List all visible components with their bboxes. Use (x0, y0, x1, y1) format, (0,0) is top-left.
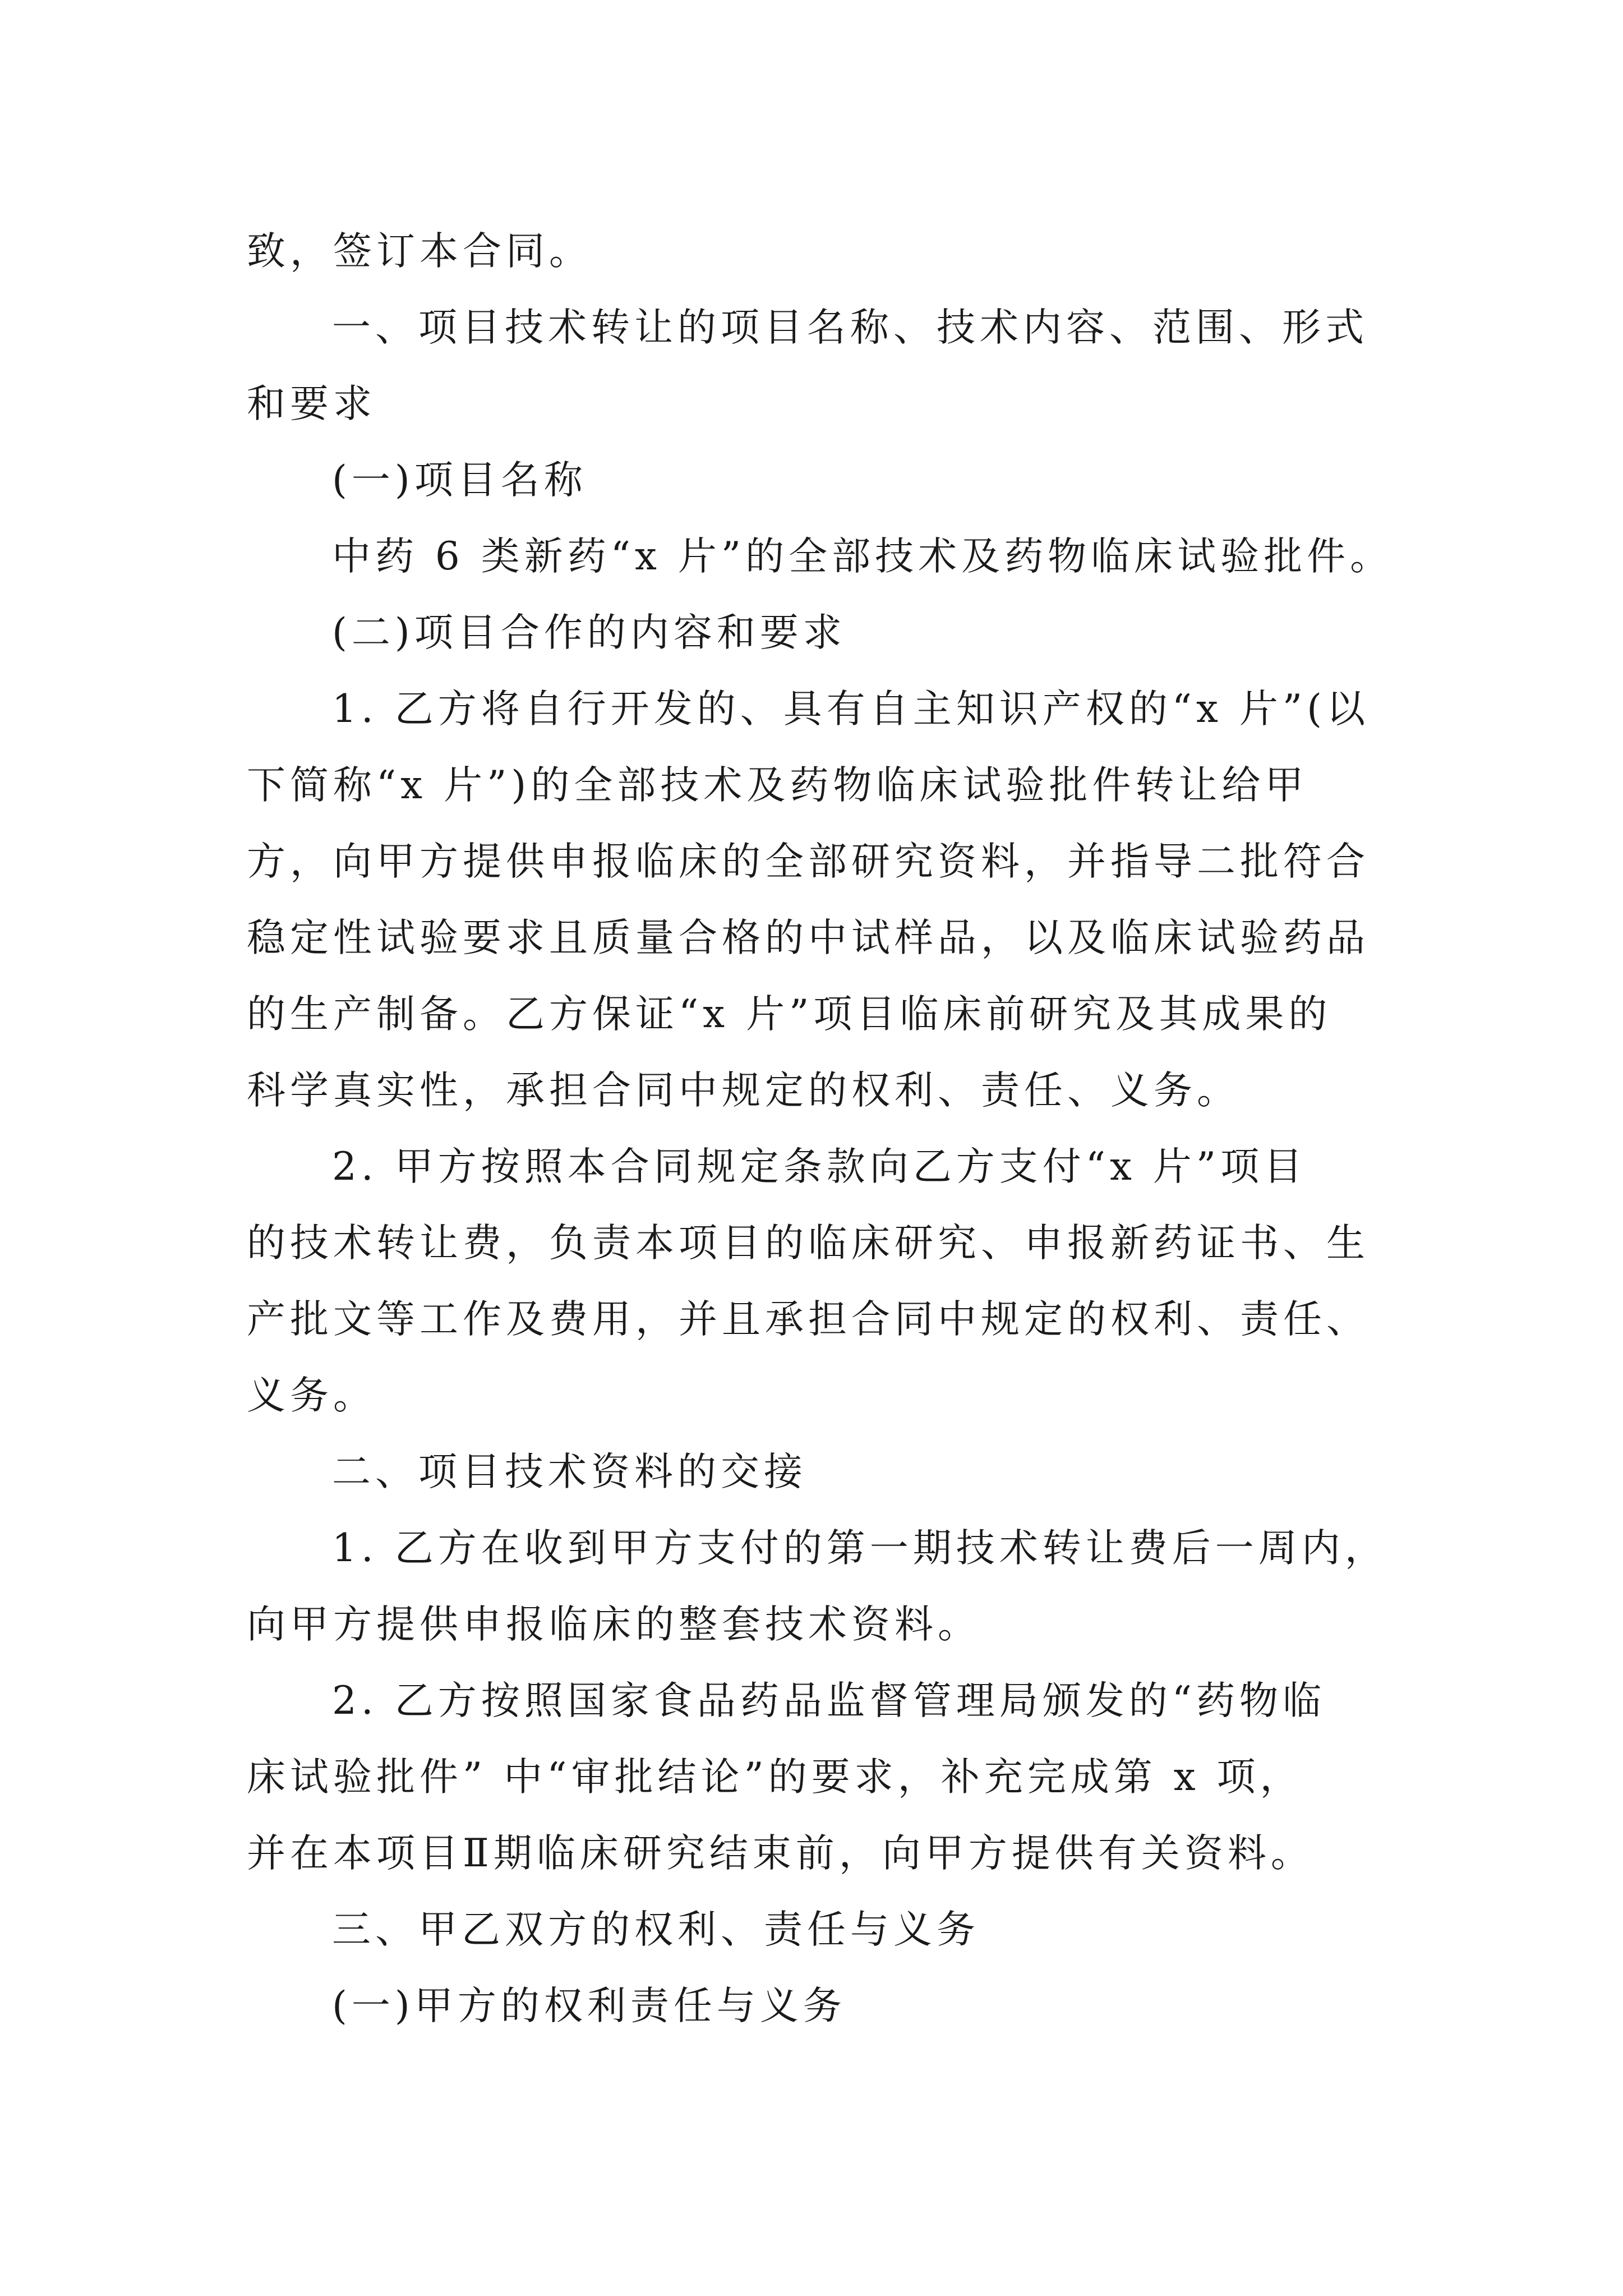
text-line: 和要求 (247, 381, 376, 426)
section-heading: 一、项目技术转让的项目名称、技术内容、范围、形式 (332, 305, 1368, 350)
paragraph-line: 中药 6 类新药“x 片”的全部技术及药物临床试验批件。 (332, 534, 1394, 579)
paragraph-line: 并在本项目Ⅱ期临床研究结束前，向甲方提供有关资料。 (247, 1831, 1314, 1876)
text-line: 致，签订本合同。 (247, 229, 592, 274)
paragraph-line: 科学真实性，承担合同中规定的权利、责任、义务。 (247, 1068, 1240, 1113)
paragraph-line: 稳定性试验要求且质量合格的中试样品，以及临床试验药品 (247, 915, 1370, 960)
paragraph-line: 的技术转让费，负责本项目的临床研究、申报新药证书、生 (247, 1221, 1370, 1266)
paragraph-line: 床试验批件” 中“审批结论”的要求，补充完成第 x 项， (247, 1755, 1303, 1800)
subsection-heading: (一)甲方的权利责任与义务 (332, 1984, 846, 2028)
paragraph-line: 2. 甲方按照本合同规定条款向乙方支付“x 片”项目 (332, 1144, 1307, 1189)
paragraph-line: 下简称“x 片”)的全部技术及药物临床试验批件转让给甲 (247, 763, 1308, 808)
paragraph-line: 1. 乙方将自行开发的、具有自主知识产权的“x 片”(以 (332, 687, 1370, 731)
subsection-heading: (二)项目合作的内容和要求 (332, 610, 846, 655)
section-heading: 二、项目技术资料的交接 (332, 1450, 807, 1494)
paragraph-line: 方，向甲方提供申报临床的全部研究资料，并指导二批符合 (247, 839, 1370, 884)
subsection-heading: (一)项目名称 (332, 458, 587, 503)
section-heading: 三、甲乙双方的权利、责任与义务 (332, 1907, 980, 1952)
paragraph-line: 1. 乙方在收到甲方支付的第一期技术转让费后一周内， (332, 1526, 1388, 1571)
paragraph-line: 的生产制备。乙方保证“x 片”项目临床前研究及其成果的 (247, 992, 1332, 1037)
paragraph-line: 向甲方提供申报临床的整套技术资料。 (247, 1602, 981, 1647)
paragraph-line: 产批文等工作及费用，并且承担合同中规定的权利、责任、 (247, 1297, 1370, 1342)
document-body (247, 213, 1399, 2044)
paragraph-line: 义务。 (247, 1373, 376, 1418)
paragraph-line: 2. 乙方按照国家食品药品监督管理局颁发的“药物临 (332, 1678, 1326, 1723)
